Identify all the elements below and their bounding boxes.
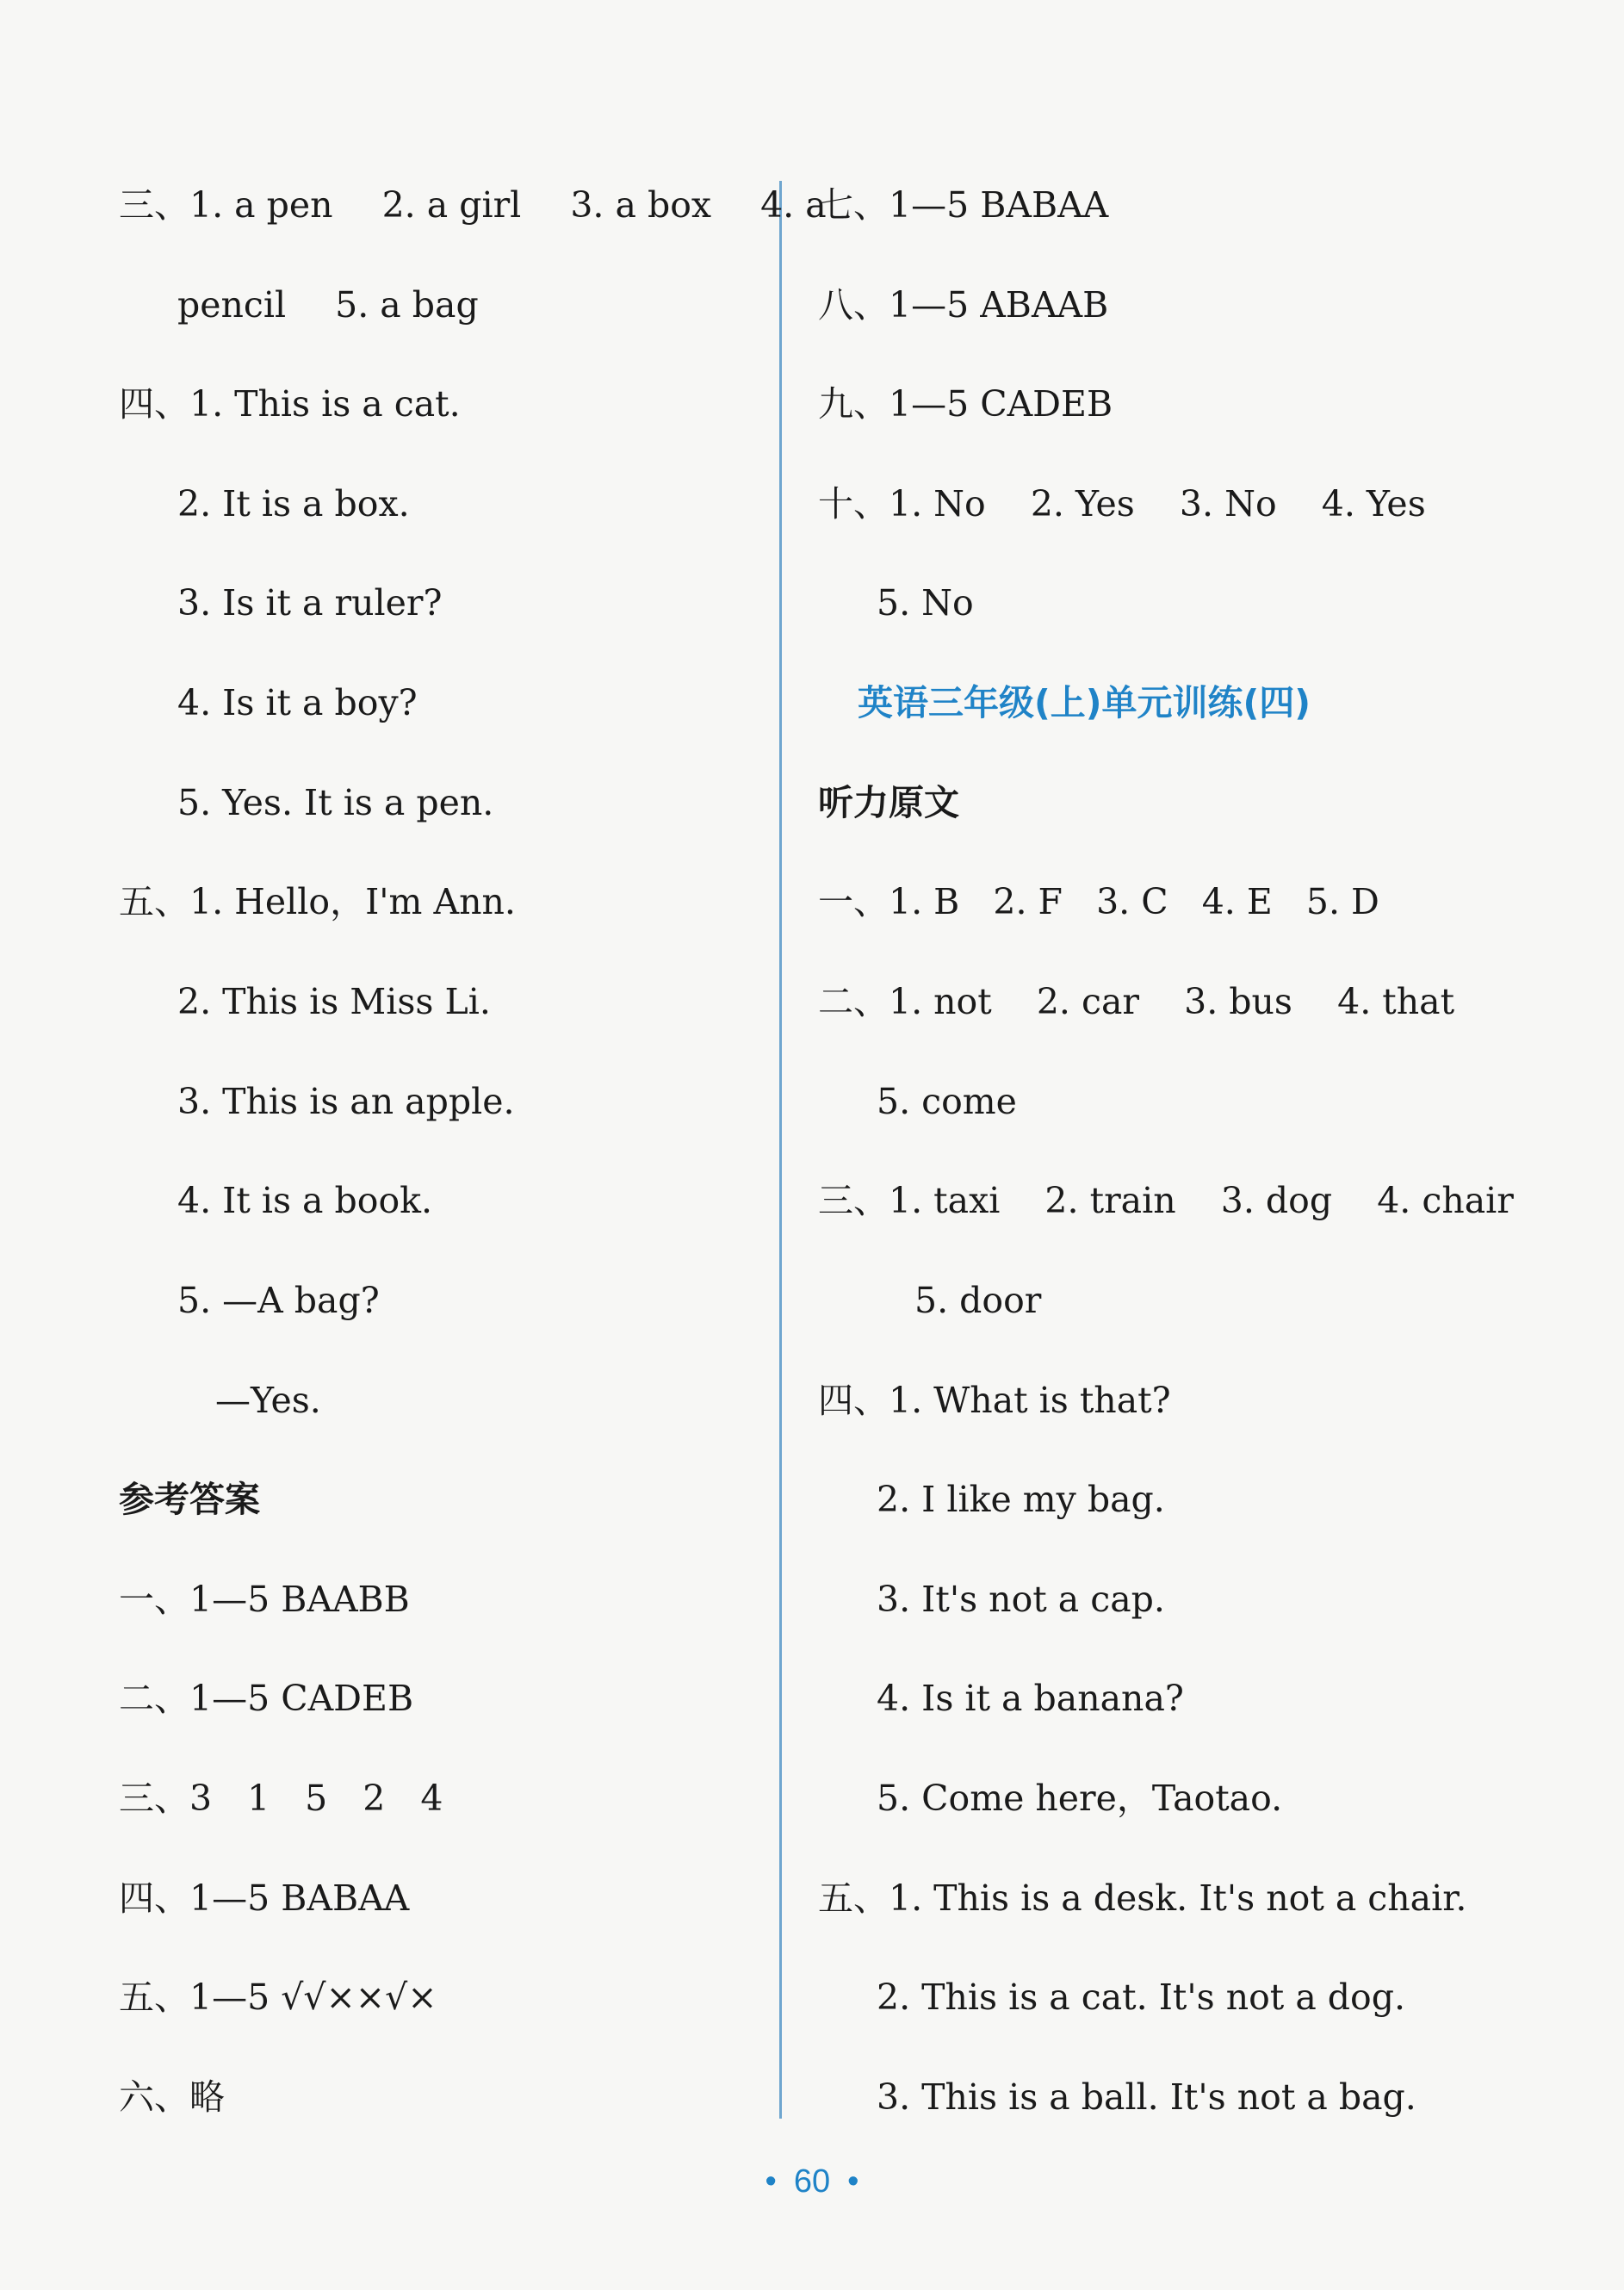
- answer-line: 5. door: [914, 1280, 1042, 1321]
- section-heading: 听力原文: [818, 782, 959, 823]
- answer-line: 十、1. No 2. Yes 3. No 4. Yes: [818, 483, 1426, 524]
- answer-line: 四、1. This is a cat.: [119, 383, 461, 425]
- answer-line: 五、1. This is a desk. It's not a chair.: [818, 1877, 1467, 1919]
- answer-line: 5. come: [877, 1081, 1017, 1122]
- answer-line: 5. —A bag?: [177, 1280, 380, 1321]
- answer-line: 三、1. taxi 2. train 3. dog 4. chair: [818, 1180, 1514, 1221]
- answer-line: 2. This is Miss Li.: [177, 981, 491, 1022]
- answer-line: 3. Is it a ruler?: [177, 582, 443, 624]
- answer-line: 九、1—5 CADEB: [818, 383, 1113, 425]
- answer-line: 4. It is a book.: [177, 1180, 433, 1221]
- answer-line: 二、1. not 2. car 3. bus 4. that: [818, 981, 1455, 1022]
- answer-line: 一、1. B 2. F 3. C 4. E 5. D: [818, 881, 1379, 922]
- footer-dot: •: [847, 2163, 859, 2200]
- answer-line: —Yes.: [215, 1380, 321, 1421]
- answer-line: 六、略: [119, 2076, 225, 2118]
- answer-line: 2. I like my bag.: [877, 1479, 1165, 1520]
- answer-line: 3. This is a ball. It's not a bag.: [877, 2076, 1416, 2118]
- answer-line: pencil 5. a bag: [177, 284, 479, 326]
- answer-line: 四、1—5 BABAA: [119, 1877, 410, 1919]
- answer-line: 5. Yes. It is a pen.: [177, 782, 494, 823]
- answer-line: 二、1—5 CADEB: [119, 1678, 414, 1719]
- answer-line: 4. Is it a boy?: [177, 682, 418, 723]
- answer-line: 3. This is an apple.: [177, 1081, 515, 1122]
- answer-line: 七、1—5 BABAA: [818, 184, 1109, 226]
- answer-line: 四、1. What is that?: [818, 1380, 1171, 1421]
- page-footer: [0, 2163, 1624, 2200]
- footer-dot: •: [765, 2163, 777, 2200]
- answer-line: 八、1—5 ABAAB: [818, 284, 1109, 326]
- page-number: 60: [793, 2163, 831, 2200]
- answer-line: 2. This is a cat. It's not a dog.: [877, 1977, 1405, 2018]
- column-divider: [779, 181, 782, 2119]
- answer-line: 5. Come here，Taotao.: [877, 1778, 1283, 1819]
- section-heading: 参考答案: [119, 1479, 260, 1520]
- answer-line: 五、1. Hello，I'm Ann.: [119, 881, 516, 922]
- answer-line: 五、1—5 √√××√×: [119, 1977, 437, 2018]
- answer-line: 三、1. a pen 2. a girl 3. a box 4. a: [119, 184, 827, 226]
- answer-line: 3. It's not a cap.: [877, 1579, 1165, 1620]
- answer-line: 4. Is it a banana?: [877, 1678, 1184, 1719]
- answer-line: 5. No: [877, 582, 974, 624]
- answer-line: 三、3 1 5 2 4: [119, 1778, 443, 1819]
- answer-line: 一、1—5 BAABB: [119, 1579, 410, 1620]
- unit-title: 英语三年级(上)单元训练(四): [858, 682, 1311, 723]
- answer-line: 2. It is a box.: [177, 483, 410, 524]
